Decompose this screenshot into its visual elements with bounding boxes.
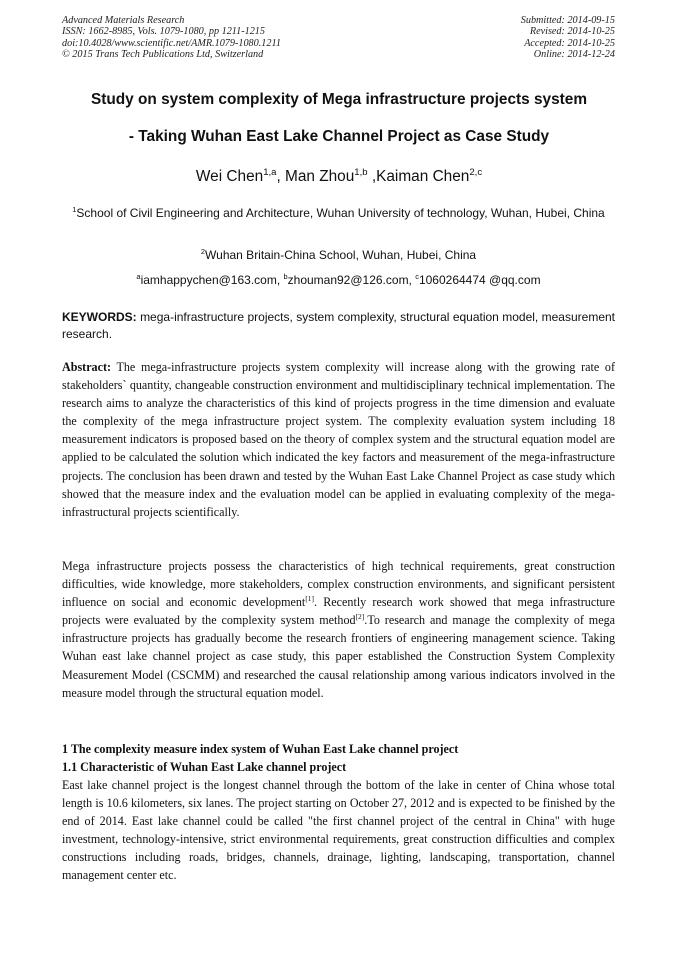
date-online: Online: 2014-12-24 — [533, 49, 615, 61]
publication-dates — [521, 15, 615, 61]
email-address: iamhappychen@163.com, — [140, 273, 284, 287]
date-revised: Revised: 2014-10-25 — [529, 26, 615, 38]
intro-text: .To research and manage the complexity of mega infrastructure projects has gradually become the research frontiers of engineering management science. Taking Wuhan east lake channel project as case study, this paper established the Construction System Complexity Measurement Model (CSCMM) and researched the causal relationship among various indicators involved in the measure model through the structural equation model. — [62, 613, 615, 700]
journal-name: Advanced Materials Research — [62, 15, 185, 26]
email-mark: a — [136, 272, 141, 281]
email-mark: c — [415, 272, 419, 281]
email-address: zhouman92@126.com, — [287, 273, 416, 287]
subsection-heading: 1.1 Characteristic of Wuhan East Lake channel project — [62, 760, 347, 774]
keywords-text: mega-infrastructure projects, system complexity, structural equation model, measurement research. — [62, 310, 615, 341]
author-affiliation-mark: 1,b — [354, 166, 368, 178]
author-list — [40, 168, 638, 186]
intro-text: . Recently research work showed that mega infrastructure projects were evaluated by the complexity system method — [62, 595, 615, 628]
affiliation-text: Wuhan Britain-China School, Wuhan, Hubei, China — [205, 248, 477, 262]
author-name: Man Zhou — [285, 168, 355, 185]
author-name: Kaiman Chen — [376, 168, 470, 185]
abstract — [62, 358, 615, 521]
affiliation-mark: 1 — [72, 205, 77, 214]
introduction-paragraph — [62, 557, 615, 702]
paper-title: Study on system complexity of Mega infrastructure projects system — [90, 91, 588, 108]
section-paragraph: East lake channel project is the longest channel through the bottom of the lake in center of China whose total length is 10.6 kilometers, six lanes. The project starting on October 27, 2012 and is expected to be finished by the end of 2014. East lake channel could be called "the first channel project of the central in China" with huge investment, technology-intensive, strict environmental requirements, great construction difficulties and complex constructions including roads, bridges, channels, drainage, lighting, landscaping, transportation, channel management center etc. — [62, 778, 615, 883]
citation-ref: [2] — [355, 612, 365, 622]
citation-ref: [1] — [305, 594, 315, 604]
author-name: Wei Chen — [195, 168, 264, 185]
affiliation — [62, 204, 615, 222]
abstract-text: The mega-infrastructure projects system complexity will increase along with the growing rate of stakeholders` quantity, changeable construction environment and multidisciplinary technical implementation. The research aims to analyze the characteristics of this kind of projects progress in the time dimension and evaluate the complexity of the mega infrastructure project system. The complexity evaluation system including 18 measurement indicators is proposed based on the theory of complex system and the structural equation model are applied to be calculated the solution which indicated the key factors and measurement of the mega-infrastructure projects. The conclusion has been drawn and tested by the Wuhan East Lake Channel Project as case study which showed that the measure index and the evaluation model can be applied in evaluating complexity of the mega-infrastructural projects scientifically. — [62, 360, 615, 519]
email-list — [62, 271, 615, 289]
keywords — [62, 309, 615, 343]
author-separator: , — [367, 168, 377, 185]
paper-subtitle: - Taking Wuhan East Lake Channel Project as Case Study — [128, 128, 550, 145]
author-separator: , — [276, 168, 285, 185]
affiliation-mark: 2 — [200, 247, 206, 256]
journal-doi: doi:10.4028/www.scientific.net/AMR.1079-1080.1211 — [62, 37, 281, 49]
affiliation — [62, 246, 615, 264]
abstract-label: Abstract: — [62, 360, 112, 374]
journal-issn: ISSN: 1662-8985, Vols. 1079-1080, pp 1211-1215 — [62, 26, 265, 38]
date-submitted: Submitted: 2014-09-15 — [520, 15, 615, 26]
intro-text: Mega infrastructure projects possess the characteristics of high technical requirements, great construction difficulties, wide knowledge, more stakeholders, complex construction environments, and significant persistent influence on social and economic development — [62, 559, 615, 610]
author-affiliation-mark: 2,c — [469, 166, 483, 178]
journal-info — [62, 15, 281, 61]
section-heading: 1 The complexity measure index system of Wuhan East Lake channel project — [62, 742, 459, 756]
email-mark: b — [283, 272, 288, 281]
journal-copyright: © 2015 Trans Tech Publications Ltd, Switzerland — [62, 49, 264, 61]
affiliation-text: School of Civil Engineering and Architecture, Wuhan University of technology, Wuhan, Hubei, China — [76, 206, 605, 220]
email-address: 1060264474 @qq.com — [418, 273, 541, 287]
date-accepted: Accepted: 2014-10-25 — [524, 37, 615, 49]
keywords-label: KEYWORDS: — [62, 310, 137, 324]
author-affiliation-mark: 1,a — [263, 166, 277, 178]
